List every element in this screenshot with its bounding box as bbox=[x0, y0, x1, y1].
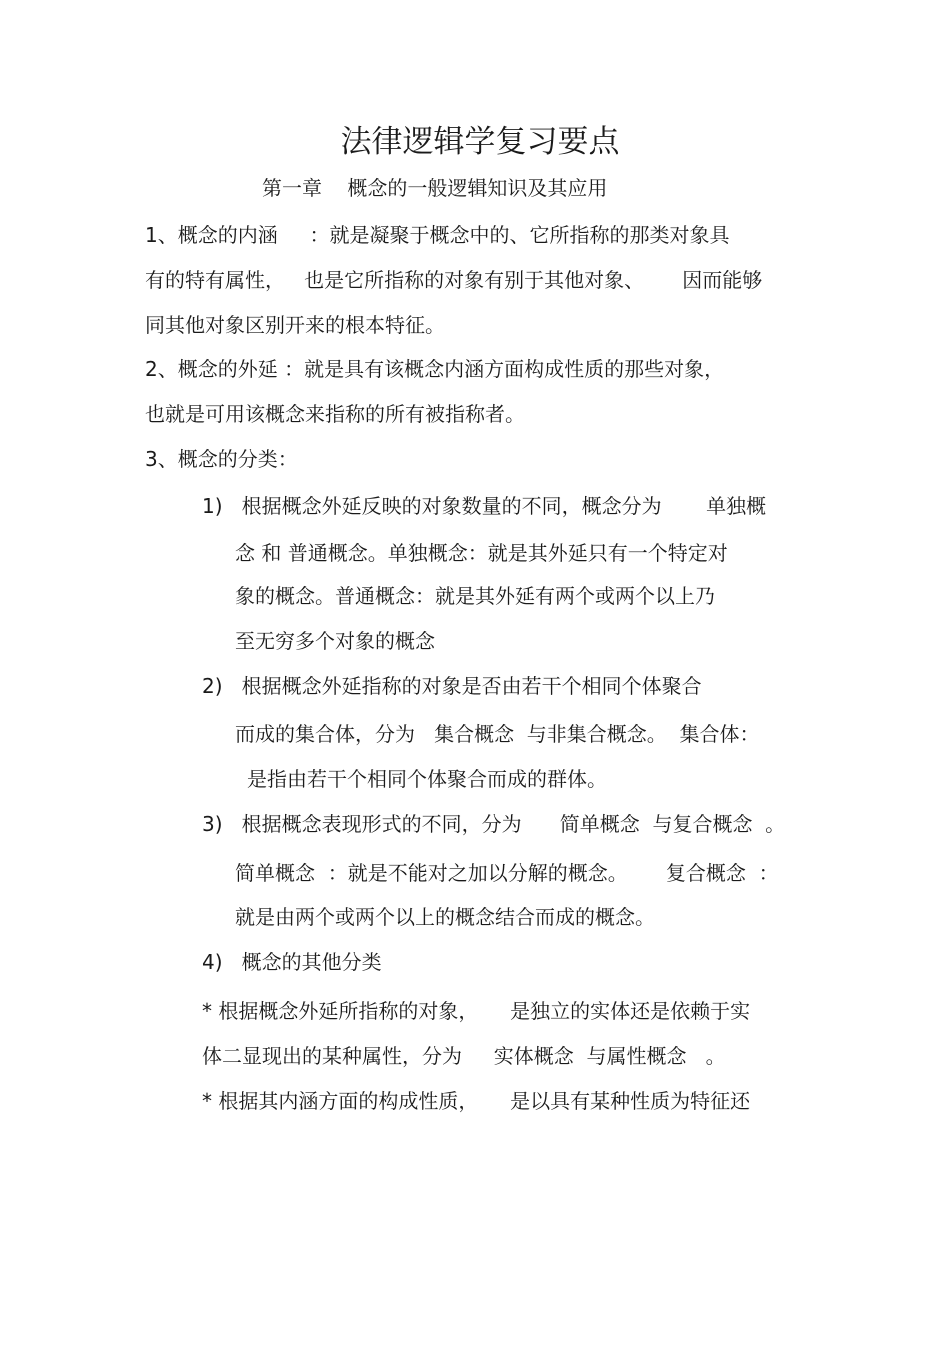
list-item-line: 至无穷多个对象的概念 bbox=[235, 629, 435, 653]
paragraph-line: 3、概念的分类： bbox=[145, 447, 298, 471]
list-item-line: 而成的集合体，分为 集合概念 与非集合概念。 集合体： bbox=[235, 722, 760, 746]
list-item-line: 3) 根据概念表现形式的不同，分为 简单概念 与复合概念 。 bbox=[202, 812, 786, 836]
list-item-line: 2) 根据概念外延指称的对象是否由若干个相同个体聚合 bbox=[202, 674, 702, 698]
paragraph-line: 1、概念的内涵 ：就是凝聚于概念中的、它所指称的那类对象具 bbox=[145, 223, 730, 247]
paragraph-line: 同其他对象区别开来的根本特征。 bbox=[145, 313, 445, 337]
paragraph-line: 有的特有属性， 也是它所指称的对象有别于其他对象、 因而能够 bbox=[145, 268, 763, 292]
bullet-line: * 根据其内涵方面的构成性质， 是以具有某种性质为特征还 bbox=[202, 1089, 751, 1113]
bullet-line: 体二显现出的某种属性，分为 实体概念 与属性概念 。 bbox=[202, 1044, 726, 1068]
list-item-line: 1) 根据概念外延反映的对象数量的不同，概念分为 单独概 bbox=[202, 494, 767, 518]
list-item-line: 4) 概念的其他分类 bbox=[202, 950, 382, 974]
list-item-line: 念 和 普通概念。单独概念：就是其外延只有一个特定对 bbox=[235, 541, 728, 565]
bullet-line: * 根据概念外延所指称的对象， 是独立的实体还是依赖于实 bbox=[202, 999, 751, 1023]
list-item-line: 象的概念。普通概念：就是其外延有两个或两个以上乃 bbox=[235, 584, 715, 608]
paragraph-line: 也就是可用该概念来指称的所有被指称者。 bbox=[145, 402, 525, 426]
paragraph-line: 2、概念的外延 ：就是具有该概念内涵方面构成性质的那些对象， bbox=[145, 357, 725, 381]
list-item-line: 就是由两个或两个以上的概念结合而成的概念。 bbox=[235, 905, 655, 929]
list-item-line: 简单概念 ：就是不能对之加以分解的概念。 复合概念 ： bbox=[235, 861, 779, 885]
chapter-heading: 第一章 概念的一般逻辑知识及其应用 bbox=[262, 176, 608, 200]
document-title: 法律逻辑学复习要点 bbox=[340, 124, 620, 160]
list-item-line: 是指由若干个相同个体聚合而成的群体。 bbox=[247, 767, 607, 791]
